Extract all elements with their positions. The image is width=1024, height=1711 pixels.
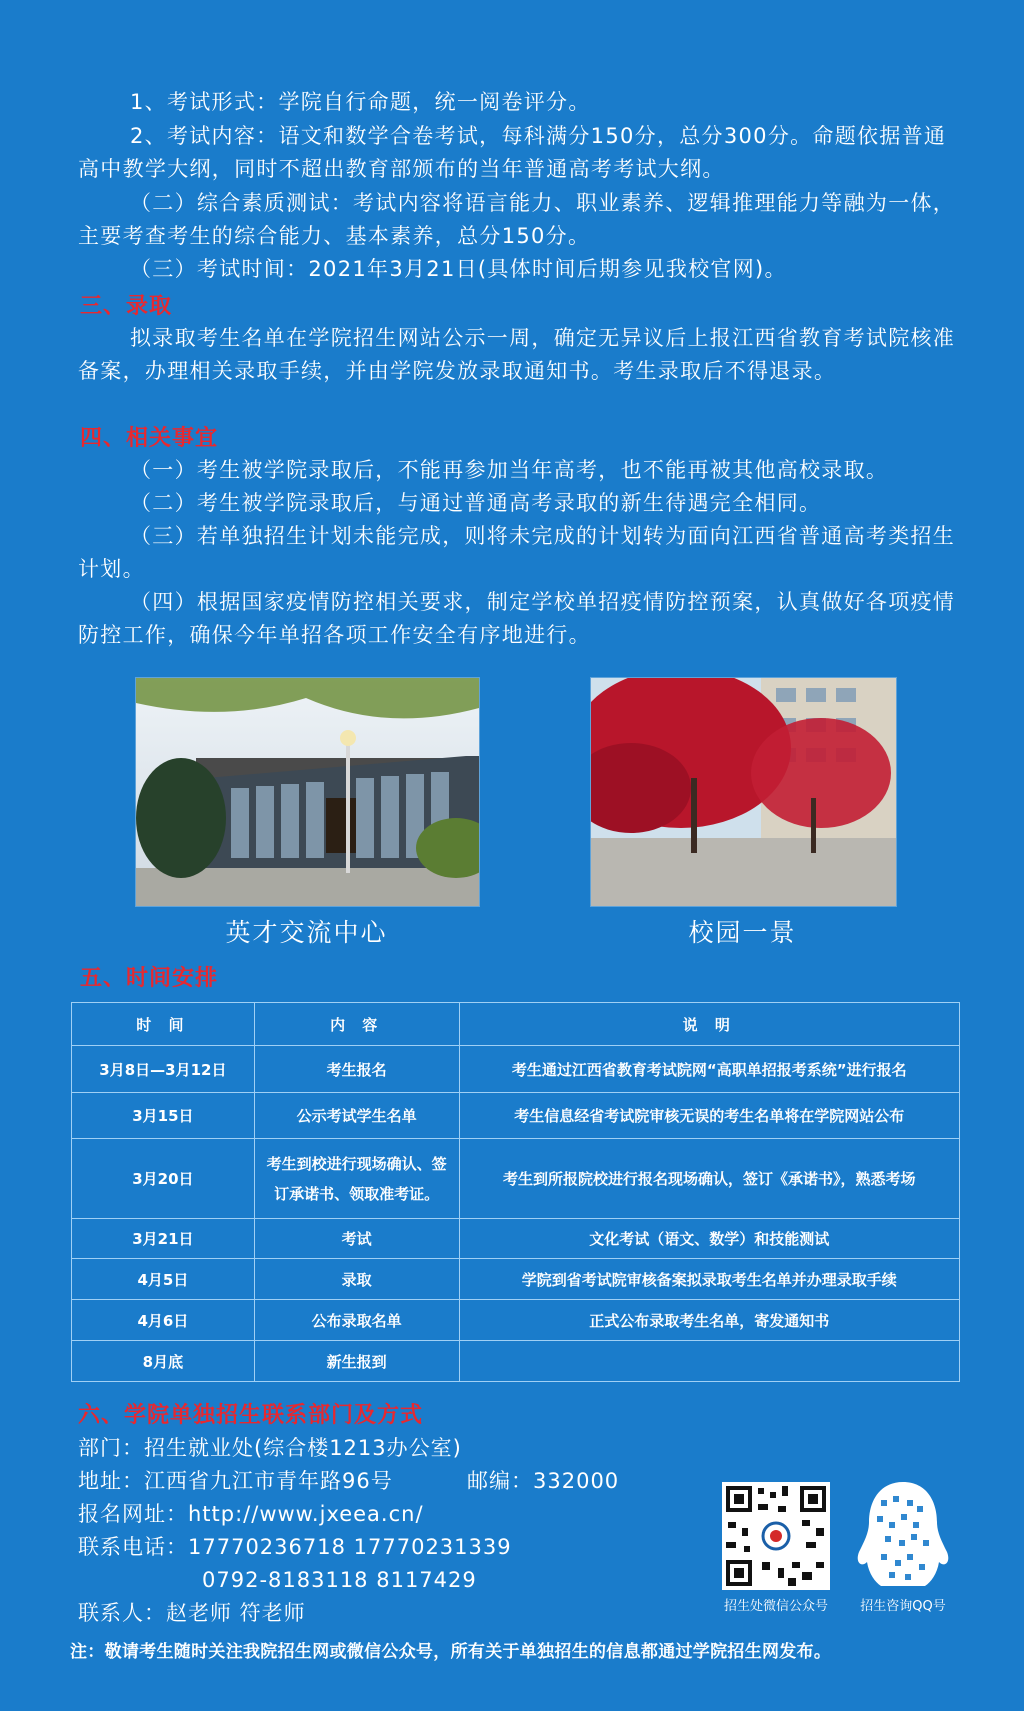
admission-heading: 三、录取	[80, 294, 173, 319]
row-description: 文化考试（语文、数学）和技能测试	[459, 1219, 959, 1259]
contact-heading: 六、学院单独招生联系部门及方式	[78, 1403, 424, 1428]
row-content: 新生报到	[254, 1341, 459, 1382]
row-content: 考生报名	[254, 1046, 459, 1093]
schedule-table	[71, 1002, 960, 1382]
talent-center-caption: 英才交流中心	[225, 918, 388, 947]
contact-department: 部门：招生就业处(综合楼1213办公室)	[78, 1436, 462, 1460]
row-time: 3月15日	[72, 1093, 255, 1139]
row-description: 考生信息经省考试院审核无误的考生名单将在学院网站公布	[459, 1093, 959, 1139]
footer-note: 注：敬请考生随时关注我院招生网或微信公众号，所有关于单独招生的信息都通过学院招生网发布。	[70, 1642, 832, 1662]
wechat-qr-code	[722, 1482, 830, 1590]
campus-image	[591, 678, 896, 906]
row-description: 考生到所报院校进行报名现场确认，签订《承诺书》，熟悉考场	[459, 1139, 959, 1219]
table-row	[72, 1139, 960, 1219]
table-row	[72, 1093, 960, 1139]
row-time: 8月底	[72, 1341, 255, 1382]
exam-time-text: （三）考试时间：2021年3月21日(具体时间后期参见我校官网)。	[130, 257, 787, 281]
matters-item: （三）若单独招生计划未能完成，则将未完成的计划转为面向江西省普通高考类招生计划。	[78, 524, 956, 581]
matters-item: （二）考生被学院录取后，与通过普通高考录取的新生待遇完全相同。	[130, 491, 822, 515]
table-header-row	[72, 1003, 960, 1046]
row-content: 公示考试学生名单	[254, 1093, 459, 1139]
wechat-qr-caption: 招生处微信公众号	[723, 1599, 828, 1614]
header-description: 说 明	[459, 1003, 959, 1046]
matters-item: （四）根据国家疫情防控相关要求，制定学校单招疫情防控预案，认真做好各项疫情防控工作，确保今年单招各项工作安全有序地进行。	[78, 590, 956, 647]
header-content: 内 容	[254, 1003, 459, 1046]
table-row	[72, 1219, 960, 1259]
table-row	[72, 1259, 960, 1300]
matters-heading: 四、相关事宜	[80, 426, 219, 451]
row-time: 3月21日	[72, 1219, 255, 1259]
contact-address: 地址：江西省九江市青年路96号	[78, 1469, 393, 1493]
row-time: 4月5日	[72, 1259, 255, 1300]
qr-icon	[722, 1482, 830, 1590]
row-time: 3月8日—3月12日	[72, 1046, 255, 1093]
header-time: 时 间	[72, 1003, 255, 1046]
row-description: 正式公布录取考生名单，寄发通知书	[459, 1300, 959, 1341]
row-description	[459, 1341, 959, 1382]
contact-website: 报名网址：http://www.jxeea.cn/	[78, 1502, 424, 1526]
exam-content-text: 2、考试内容：语文和数学合卷考试，每科满分150分，总分300分。命题依据普通高中教学大纲，同时不超出教育部颁布的当年普通高考考试大纲。	[78, 124, 947, 181]
exam-format-text: 1、考试形式：学院自行命题，统一阅卷评分。	[130, 90, 591, 114]
row-content: 考生到校进行现场确认、签订承诺书、领取准考证。	[254, 1139, 459, 1219]
contact-postcode: 邮编：332000	[467, 1469, 620, 1493]
row-time: 4月6日	[72, 1300, 255, 1341]
campus-scene-photo	[590, 677, 897, 907]
row-description: 学院到省考试院审核备案拟录取考生名单并办理录取手续	[459, 1259, 959, 1300]
qq-qr-code	[855, 1478, 951, 1592]
admission-text: 拟录取考生名单在学院招生网站公示一周，确定无异议后上报江西省教育考试院核准备案，办理相关录取手续，并由学院发放录取通知书。考生录取后不得退录。	[78, 326, 956, 383]
row-content: 公布录取名单	[254, 1300, 459, 1341]
building-image	[136, 678, 479, 906]
qq-penguin-icon	[855, 1478, 951, 1592]
table-row	[72, 1046, 960, 1093]
row-content: 录取	[254, 1259, 459, 1300]
campus-scene-caption: 校园一景	[688, 918, 797, 947]
comprehensive-test-text: （二）综合素质测试：考试内容将语言能力、职业素养、逻辑推理能力等融为一体，主要考查考生的综合能力、基本素养，总分150分。	[78, 191, 956, 248]
contact-phone-landline: 0792-8183118 8117429	[202, 1568, 477, 1592]
talent-center-photo	[135, 677, 480, 907]
table-row	[72, 1300, 960, 1341]
contact-people: 联系人：赵老师 符老师	[78, 1601, 306, 1625]
row-content: 考试	[254, 1219, 459, 1259]
row-description: 考生通过江西省教育考试院网“高职单招报考系统”进行报名	[459, 1046, 959, 1093]
matters-item: （一）考生被学院录取后，不能再参加当年高考，也不能再被其他高校录取。	[130, 458, 889, 482]
qq-qr-caption: 招生咨询QQ号	[860, 1599, 946, 1614]
table-row	[72, 1341, 960, 1382]
schedule-heading: 五、时间安排	[80, 966, 219, 991]
contact-phone: 联系电话：17770236718 17770231339	[78, 1535, 512, 1559]
row-time: 3月20日	[72, 1139, 255, 1219]
